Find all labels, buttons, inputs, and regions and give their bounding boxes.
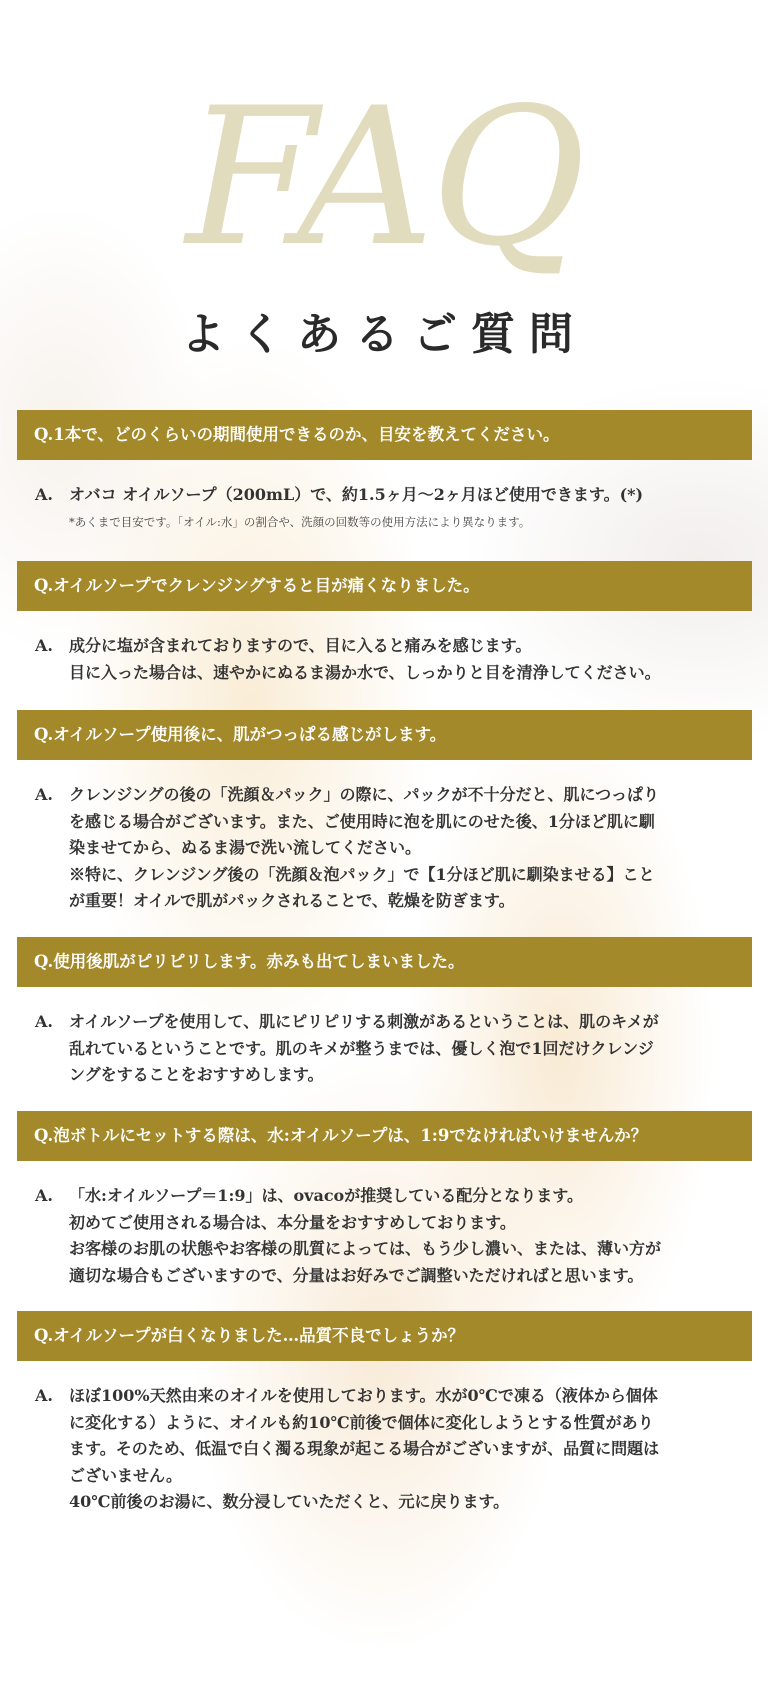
answer-mark: A.	[35, 785, 53, 804]
faq-answer-2	[17, 633, 752, 686]
answer-line: ングをすることをおすすめします。	[69, 1065, 324, 1084]
faq-item-6	[17, 1311, 752, 1516]
answer-line: が重要！オイルで肌がパックされることで、乾燥を防ぎます。	[69, 891, 515, 910]
faq-item-2	[17, 561, 752, 686]
answer-line: を感じる場合がございます。また、ご使用時に泡を肌にのせた後、1分ほど肌に馴	[69, 811, 655, 831]
faq-answer-1	[17, 482, 752, 533]
answer-line: に変化する）ように、オイルも約10℃前後で個体に変化しようとする性質があり	[69, 1412, 654, 1432]
answer-line: ほぼ100%天然由来のオイルを使用しております。水が0℃で凍る（液体から個体	[69, 1386, 658, 1405]
answer-line: 染ませてから、ぬるま湯で洗い流してください。	[69, 838, 422, 857]
answer-line: ございません。	[69, 1465, 182, 1485]
faq-question-4: Q.使用後肌がピリピリします。赤みも出てしまいました。	[17, 937, 752, 987]
answer-line: オバコ オイルソープ（200mL）で、約1.5ヶ月〜2ヶ月ほど使用できます。(*)	[69, 485, 644, 504]
answer-line: お客様のお肌の状態やお客様の肌質によっては、もう少し濃い、または、薄い方が	[69, 1239, 662, 1258]
answer-line: 初めてご使用される場合は、本分量をおすすめしております。	[69, 1212, 516, 1232]
answer-mark: A.	[35, 1186, 53, 1205]
faq-item-3	[17, 710, 752, 915]
faq-answer-5	[17, 1183, 752, 1289]
faq-script-title: FAQ	[185, 67, 583, 288]
faq-answer-4	[17, 1009, 752, 1089]
faq-question-1: Q.1本で、どのくらいの期間使用できるのか、目安を教えてください。	[17, 410, 752, 460]
faq-question-6: Q.オイルソープが白くなりました…品質不良でしょうか？	[17, 1311, 752, 1361]
faq-question-2: Q.オイルソープでクレンジングすると目が痛くなりました。	[17, 561, 752, 611]
answer-mark: A.	[35, 1012, 53, 1031]
answer-line: 乱れているということです。肌のキメが整うまでは、優しく泡で1回だけクレンジ	[69, 1038, 654, 1058]
faq-question-5: Q.泡ボトルにセットする際は、水:オイルソープは、1:9でなければいけませんか？	[17, 1111, 752, 1161]
answer-note: *あくまで目安です。「オイル:水」の割合や、洗顔の回数等の使用方法により異なります。	[69, 514, 531, 529]
answer-line: クレンジングの後の「洗顔＆パック」の際に、パックが不十分だと、肌につっぱり	[69, 785, 660, 804]
faq-question-3: Q.オイルソープ使用後に、肌がつっぱる感じがします。	[17, 710, 752, 760]
answer-line: 目に入った場合は、速やかにぬるま湯か水で、しっかりと目を清浄してください。	[69, 662, 661, 682]
answer-line: 適切な場合もございますので、分量はお好みでご調整いただければと思います。	[69, 1265, 644, 1285]
faq-item-5	[17, 1111, 752, 1289]
answer-mark: A.	[35, 636, 53, 655]
faq-answer-6	[17, 1383, 752, 1516]
page-subtitle: よくあるご質問	[181, 309, 587, 360]
answer-mark: A.	[35, 1386, 53, 1405]
faq-answer-3	[17, 782, 752, 915]
faq-item-1	[17, 410, 752, 533]
answer-line: 「水:オイルソープ＝1:9」は、ovacoが推奨している配分となります。	[69, 1186, 583, 1205]
answer-line: 40℃前後のお湯に、数分浸していただくと、元に戻ります。	[69, 1492, 510, 1511]
answer-line: ※特に、クレンジング後の「洗顔＆泡パック」で【1分ほど肌に馴染ませる】こと	[69, 864, 655, 884]
faq-item-4	[17, 937, 752, 1089]
answer-line: オイルソープを使用して、肌にピリピリする刺激があるということは、肌のキメが	[69, 1012, 659, 1031]
answer-line: ます。そのため、低温で白く濁る現象が起こる場合がございますが、品質に問題は	[69, 1439, 660, 1458]
answer-line: 成分に塩が含まれておりますので、目に入ると痛みを感じます。	[69, 636, 532, 655]
answer-mark: A.	[35, 485, 53, 504]
